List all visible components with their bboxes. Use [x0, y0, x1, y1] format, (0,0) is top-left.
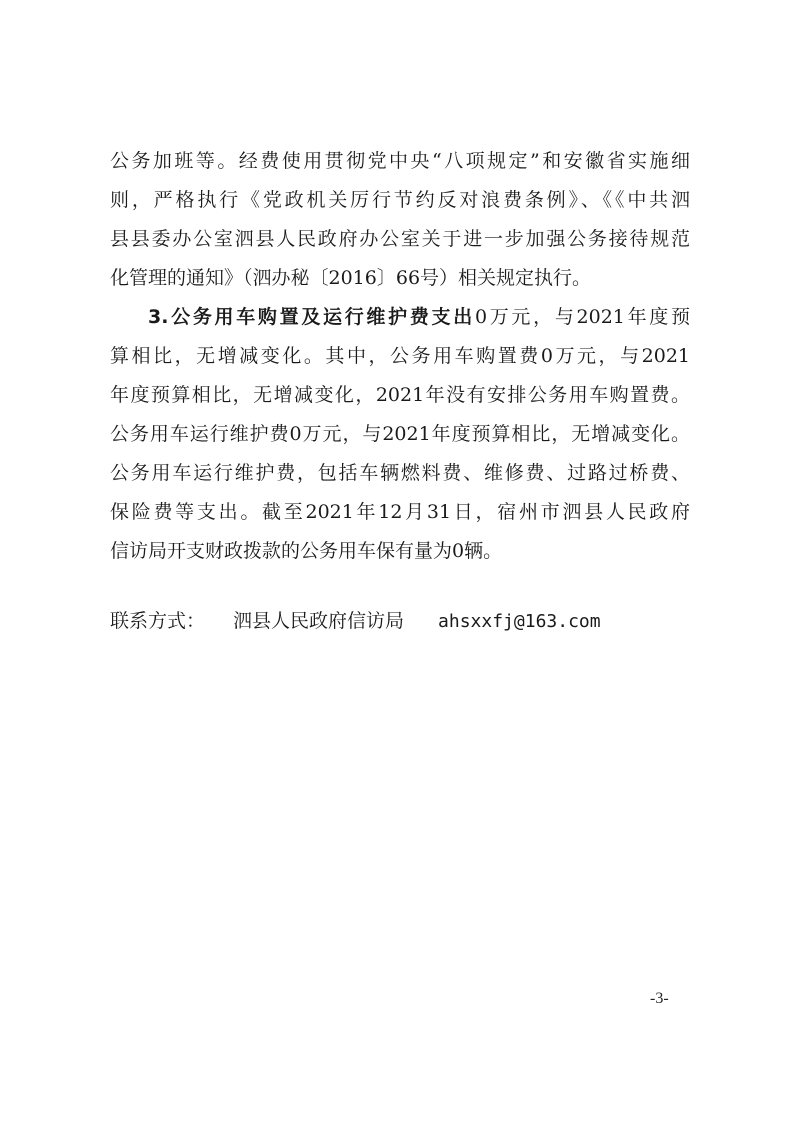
- text-line: 化管理的通知》（泗办秘〔2016〕66号）相关规定执行。: [110, 267, 592, 289]
- text-line: 信访局开支财政拨款的公务用车保有量为0辆。: [110, 540, 503, 562]
- contact-email: ahsxxfj@163.com: [438, 611, 601, 632]
- paragraph-vehicle-expenses: [110, 298, 690, 571]
- text-line: 保险费等支出。截至2021年12月31日，宿州市泗县人民政府: [110, 501, 690, 523]
- heading-line-rest: 0万元，与2021年度预: [474, 306, 690, 328]
- body-text: [110, 142, 690, 571]
- text-line: [110, 298, 690, 337]
- text-line: 年度预算相比，无增减变化，2021年没有安排公务用车购置费。: [110, 384, 690, 406]
- text-line: 则，严格执行《党政机关厉行节约反对浪费条例》、《《中共泗: [110, 189, 690, 211]
- contact-organization: 泗县人民政府信访局: [233, 610, 405, 632]
- page-number: -3-: [650, 990, 669, 1007]
- text-line: 公务加班等。经费使用贯彻党中央“八项规定”和安徽省实施细: [110, 150, 690, 172]
- text-line: 公务用车运行维护费，包括车辆燃料费、维修费、过路过桥费、: [110, 462, 690, 484]
- text-line: 公务用车运行维护费0万元，与2021年度预算相比，无增减变化。: [110, 423, 690, 445]
- text-line: 算相比，无增减变化。其中，公务用车购置费0万元，与2021: [110, 345, 690, 367]
- contact-info: [110, 602, 601, 641]
- section-heading: 3.公务用车购置及运行维护费支出: [148, 306, 475, 328]
- paragraph-reception-expenses: [110, 142, 690, 298]
- text-line: 县县委办公室泗县人民政府办公室关于进一步加强公务接待规范: [110, 228, 690, 250]
- contact-label: 联系方式：: [110, 610, 206, 632]
